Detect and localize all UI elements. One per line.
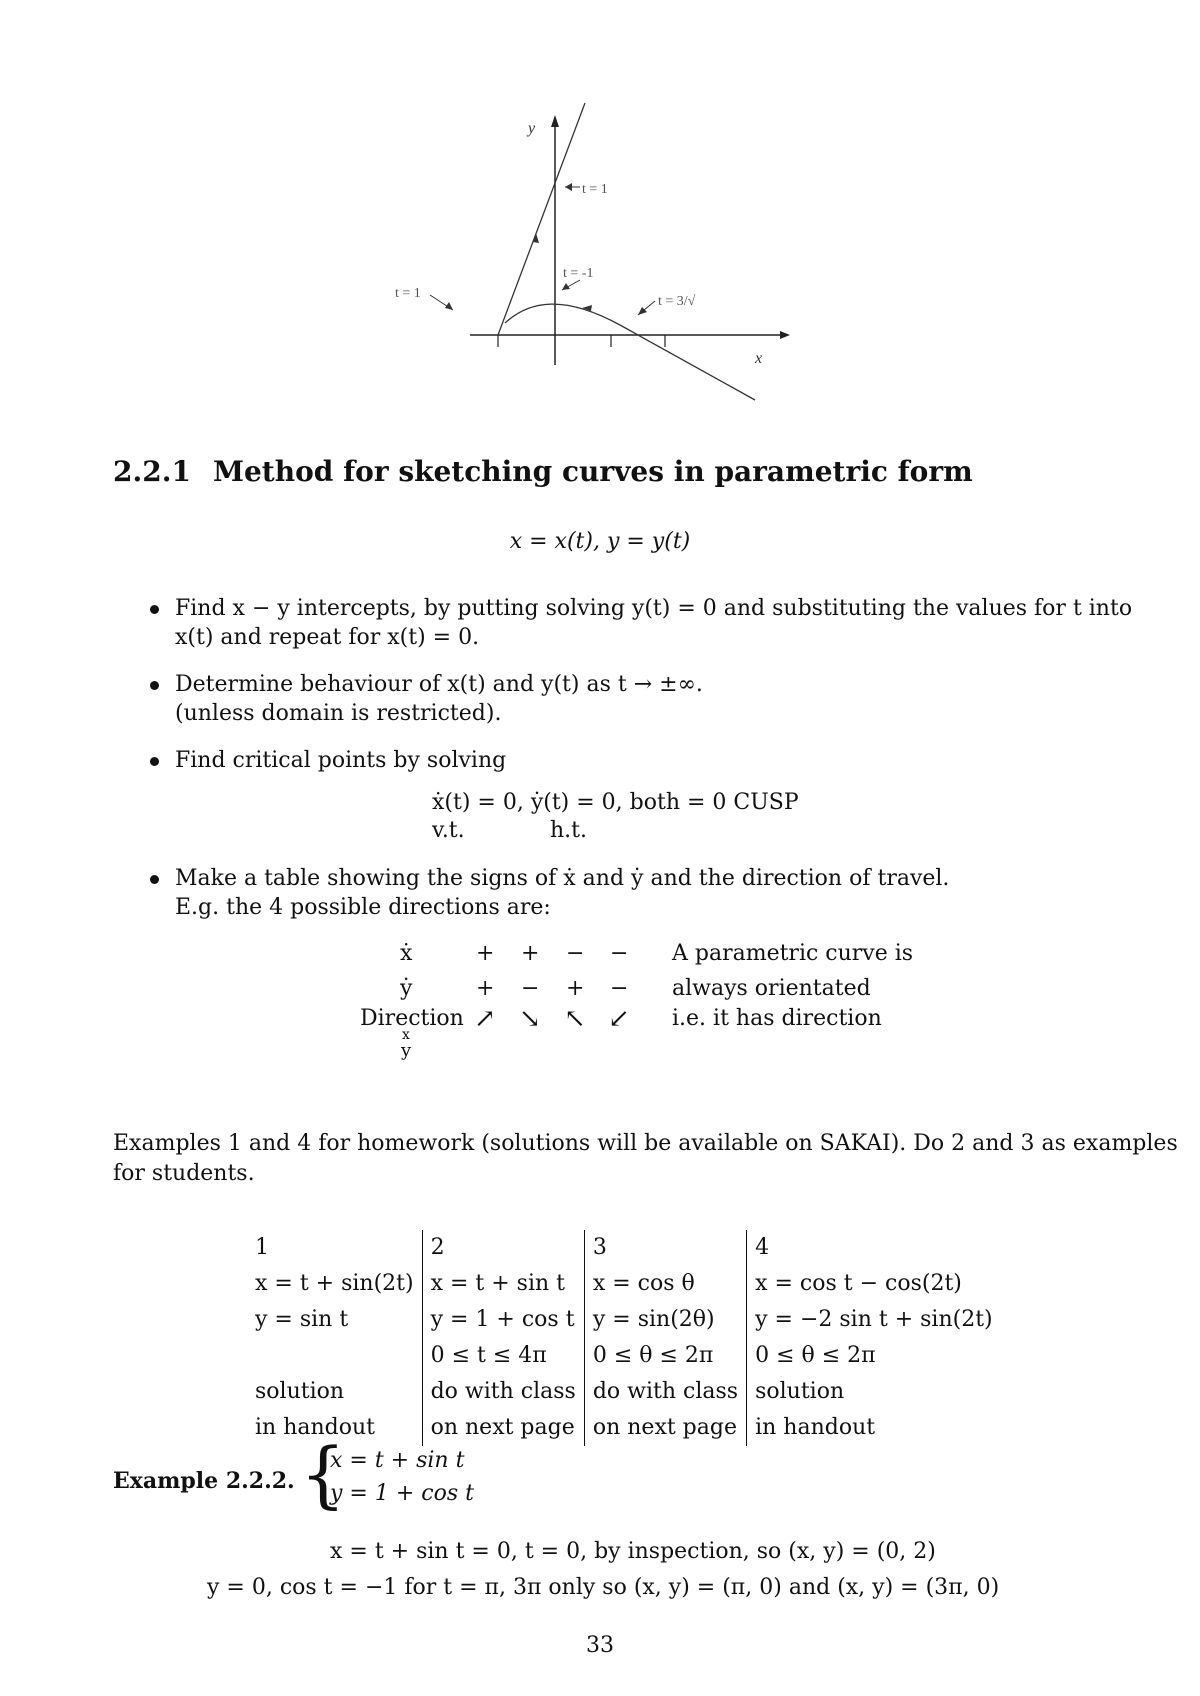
xdot-sign: + — [476, 941, 495, 966]
ydot-sign: + — [476, 976, 495, 1001]
critical-vt-label: v.t. — [432, 818, 465, 843]
table-cell: do with class — [422, 1374, 584, 1410]
table-cell: in handout — [747, 1410, 1001, 1446]
table-cell: y = sin(2θ) — [584, 1302, 746, 1338]
annotation-t-right: t = 3/√ — [658, 294, 696, 309]
dir-frac-bottom: y — [401, 1040, 412, 1061]
bullet-dot — [150, 681, 159, 690]
section-title: Method for sketching curves in parametric form — [213, 455, 973, 488]
xdot-sign: − — [610, 941, 629, 966]
ydot-sign: + — [566, 976, 585, 1001]
left-brace: { — [300, 1432, 346, 1516]
table-cell: y = −2 sin t + sin(2t) — [747, 1302, 1001, 1338]
x-axis-label: x — [755, 350, 763, 367]
bullet-1-line-1: Find x − y intercepts, by putting solving y(t) = 0 and substituting the values for t into — [175, 596, 1133, 621]
y-axis-arrow — [551, 115, 559, 127]
table-cell: 2 — [422, 1230, 584, 1266]
critical-ht-label: h.t. — [550, 818, 587, 843]
table-cell: 4 — [747, 1230, 1001, 1266]
dir-row-ydot-label: ẏ — [400, 976, 413, 1001]
solution-line-2: y = 0, cos t = −1 for t = π, 3π only so (x, y) = (π, 0) and (x, y) = (3π, 0) — [207, 1575, 1000, 1600]
bullet-1-line-2: x(t) and repeat for x(t) = 0. — [175, 625, 480, 650]
ydot-sign: − — [521, 976, 540, 1001]
section-number: 2.2.1 — [113, 455, 191, 488]
table-cell: 3 — [584, 1230, 746, 1266]
bullet-4-line-1: Make a table showing the signs of ẋ and ẏ and the direction of travel. — [175, 866, 950, 891]
annotation-t-left: t = 1 — [395, 286, 421, 301]
section-heading — [113, 455, 973, 488]
table-row — [247, 1338, 1001, 1374]
annotation-t-top: t = 1 — [582, 182, 608, 197]
table-row — [247, 1410, 1001, 1446]
examples-table — [247, 1230, 1001, 1446]
example-eq-2: y = 1 + cos t — [330, 1481, 474, 1506]
table-cell: 1 — [255, 1235, 269, 1260]
direction-arrow-sw: ↙ — [608, 1004, 630, 1034]
dir-row-xdot-label: ẋ — [400, 941, 413, 966]
curve-arch — [505, 304, 620, 325]
xdot-sign: + — [521, 941, 540, 966]
bullet-2-line-1: Determine behaviour of x(t) and y(t) as t → ±∞. — [175, 672, 703, 697]
table-cell: 0 ≤ t ≤ 4π — [422, 1338, 584, 1374]
table-cell: x = t + sin(2t) — [255, 1271, 414, 1296]
curve-upper-branch — [498, 103, 585, 335]
main-equation: x = x(t), y = y(t) — [509, 529, 691, 554]
table-cell: solution — [255, 1379, 345, 1404]
table-cell: on next page — [584, 1410, 746, 1446]
bullet-3-line-1: Find critical points by solving — [175, 748, 507, 773]
bullet-dot — [150, 757, 159, 766]
bullet-dot — [150, 605, 159, 614]
table-cell: y = 1 + cos t — [422, 1302, 584, 1338]
dir-row-direction-label: Direction — [360, 1006, 464, 1031]
x-axis-arrow — [780, 331, 790, 339]
table-cell: x = t + sin t — [422, 1266, 584, 1302]
curve-lower-branch — [620, 325, 755, 400]
annotation-t-middle: t = -1 — [563, 266, 594, 281]
direction-note-line-3: i.e. it has direction — [672, 1006, 882, 1031]
page-number: 33 — [586, 1633, 614, 1658]
solution-line-1: x = t + sin t = 0, t = 0, by inspection, so (x, y) = (0, 2) — [330, 1539, 936, 1564]
y-axis-label: y — [528, 120, 536, 137]
table-cell: do with class — [584, 1374, 746, 1410]
example-eq-1: x = t + sin t — [330, 1448, 465, 1473]
table-cell: x = cos θ — [584, 1266, 746, 1302]
table-cell: 0 ≤ θ ≤ 2π — [747, 1338, 1001, 1374]
table-cell: 0 ≤ θ ≤ 2π — [584, 1338, 746, 1374]
parametric-curve-figure — [395, 105, 800, 405]
table-row — [247, 1230, 1001, 1266]
xdot-sign: − — [566, 941, 585, 966]
direction-arrow-se: ↘ — [519, 1004, 541, 1034]
table-cell: y = sin t — [255, 1307, 349, 1332]
table-cell — [247, 1338, 422, 1374]
direction-arrow-ne: ↗ — [474, 1004, 496, 1034]
bullet-dot — [150, 875, 159, 884]
direction-arrow-nw: ↖ — [564, 1004, 586, 1034]
direction-note-line-2: always orientated — [672, 976, 871, 1001]
table-cell: on next page — [422, 1410, 584, 1446]
table-row — [247, 1302, 1001, 1338]
bullet-2-line-2: (unless domain is restricted). — [175, 701, 502, 726]
table-row — [247, 1266, 1001, 1302]
dir-frac-top: x — [402, 1027, 410, 1043]
table-cell: x = cos t − cos(2t) — [747, 1266, 1001, 1302]
table-row — [247, 1374, 1001, 1410]
homework-line-2: for students. — [113, 1161, 255, 1186]
critical-points-equation: ẋ(t) = 0, ẏ(t) = 0, both = 0 CUSP — [432, 790, 799, 815]
bullet-4-line-2: E.g. the 4 possible directions are: — [175, 895, 551, 920]
direction-note-line-1: A parametric curve is — [672, 941, 914, 966]
table-cell: in handout — [255, 1415, 375, 1440]
homework-line-1: Examples 1 and 4 for homework (solutions will be available on SAKAI). Do 2 and 3 as examples — [113, 1131, 1178, 1156]
example-label: Example 2.2.2. — [113, 1468, 295, 1494]
table-cell: solution — [747, 1374, 1001, 1410]
ydot-sign: − — [610, 976, 629, 1001]
